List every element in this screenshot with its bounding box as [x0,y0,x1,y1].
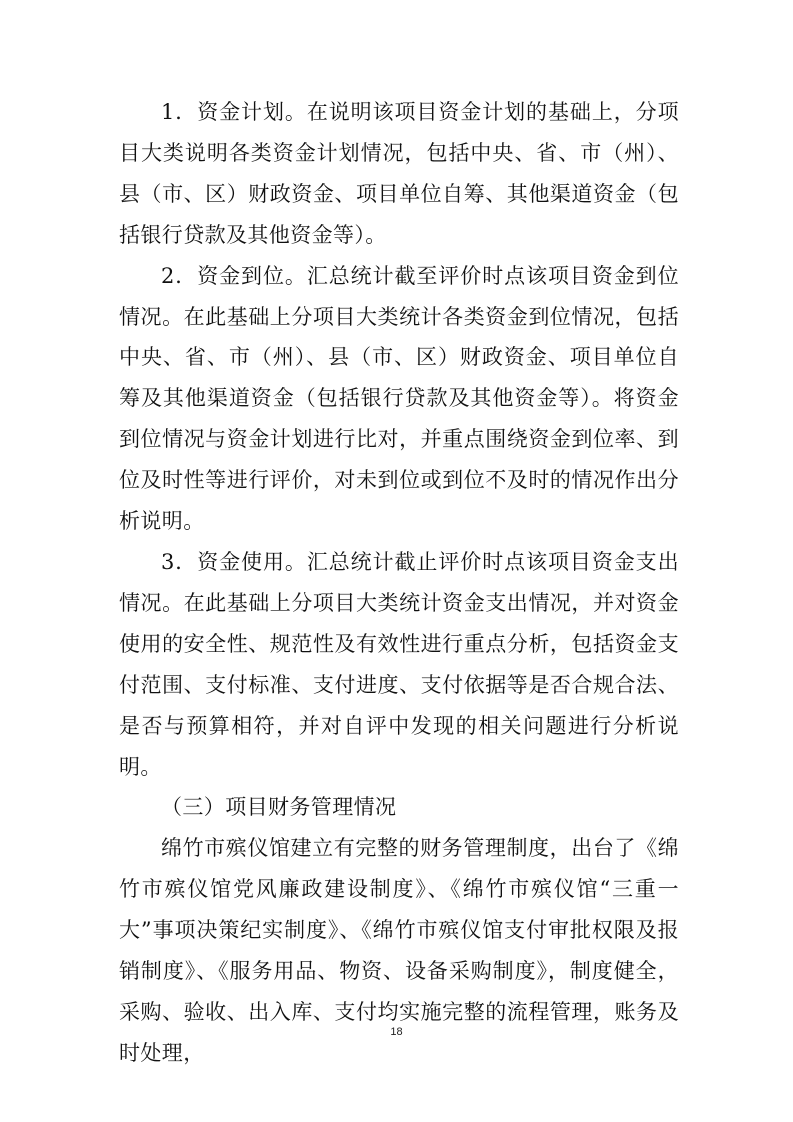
paragraph-fund-usage: 3．资金使用。汇总统计截止评价时点该项目资金支出情况。在此基础上分项目大类统计资金支出情况，并对资金使用的安全性、规范性及有效性进行重点分析，包括资金支付范围、支付标准、支付进度、支付依据等是否合规合法、是否与预算相符，并对自评中发现的相关问题进行分析说明。 [119,549,679,779]
paragraph-fund-arrival: 2．资金到位。汇总统计截至评价时点该项目资金到位情况。在此基础上分项目大类统计各类资金到位情况，包括中央、省、市（州）、县（市、区）财政资金、项目单位自筹及其他渠道资金（包括银行贷款及其他资金等）。将资金到位情况与资金计划进行比对，并重点围绕资金到位率、到位及时性等进行评价，对未到位或到位不及时的情况作出分析说明。 [119,263,679,534]
paragraph-financial-management: 绵竹市殡仪馆建立有完整的财务管理制度，出台了《绵竹市殡仪馆党风廉政建设制度》、《绵竹市殡仪馆“三重一大”事项决策纪实制度》、《绵竹市殡仪馆支付审批权限及报销制度》、《服务用品、物资、设备采购制度》，制度健全，采购、验收、出入库、支付均实施完整的流程管理，账务及时处理， [119,836,679,1065]
document-body [119,92,679,1074]
page-number: 18 [390,1026,403,1038]
paragraph-fund-plan: 1．资金计划。在说明该项目资金计划的基础上，分项目大类说明各类资金计划情况，包括中央、省、市（州）、县（市、区）财政资金、项目单位自筹、其他渠道资金（包括银行贷款及其他资金等）。 [119,100,679,247]
section-heading-financial-management: （三）项目财务管理情况 [161,795,397,820]
